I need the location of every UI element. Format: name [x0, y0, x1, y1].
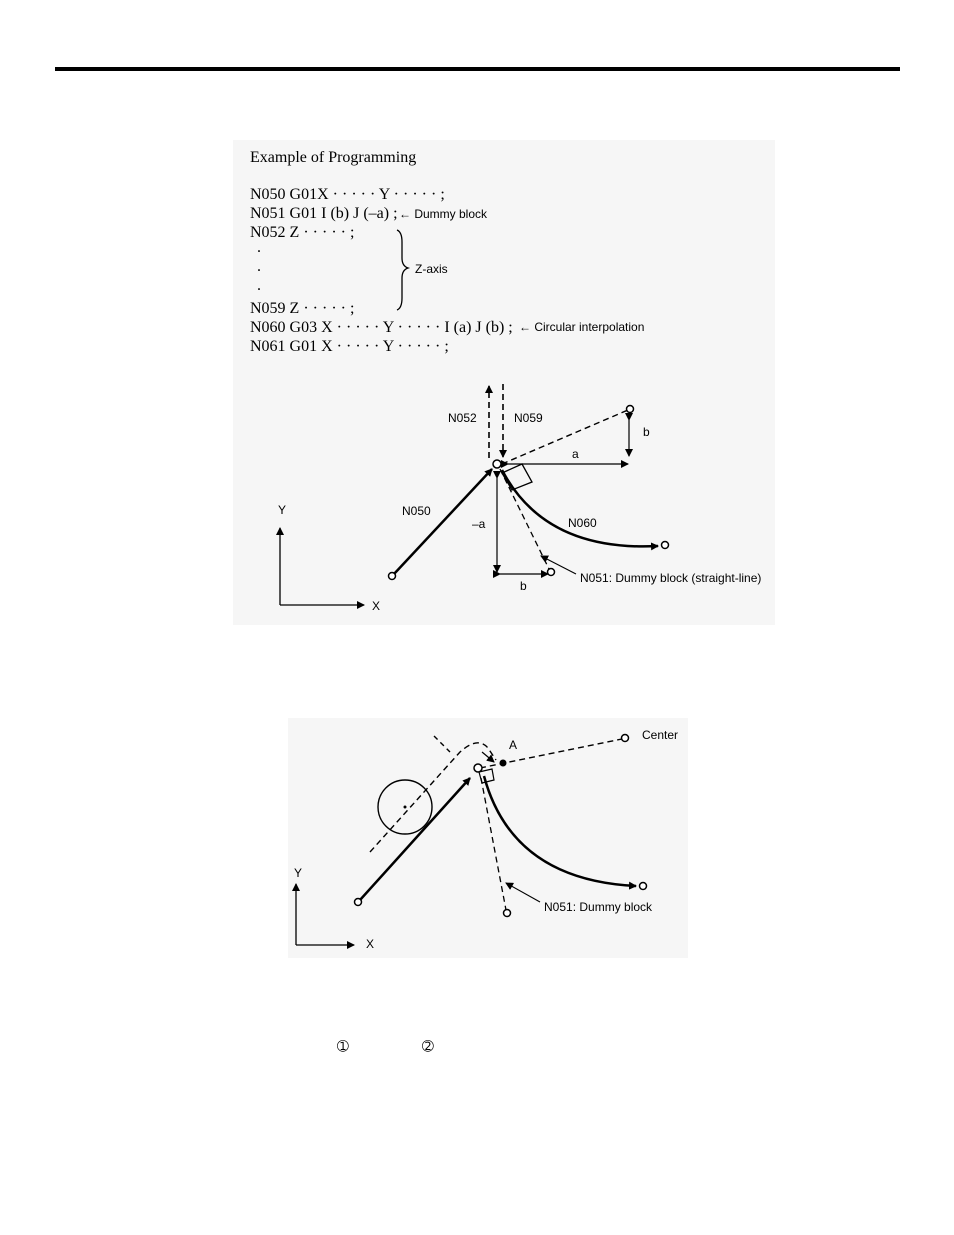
program-line-n061: N061 G01 X · · · · · Y · · · · · ; [250, 338, 449, 355]
z-axis-brace [397, 230, 408, 310]
dummy-block-note: ← Dummy block [399, 207, 488, 221]
z-axis-label: Z-axis [415, 262, 448, 276]
b-horizontal-label: b [520, 579, 527, 593]
dummy-block-label: N051: Dummy block [544, 900, 653, 914]
n051-dummy-path [500, 469, 549, 569]
b-vertical-label: b [643, 425, 650, 439]
minus-a-label: –a [472, 517, 486, 531]
n050-start-point [389, 573, 396, 580]
figure2-diagram [294, 728, 678, 951]
tool-point [493, 460, 501, 468]
n060-end-point [662, 542, 669, 549]
example-heading: Example of Programming [250, 149, 417, 166]
tool-path-approach [434, 736, 450, 752]
n051-dummy-path [481, 778, 506, 910]
point-a [500, 760, 507, 767]
n060-arc [502, 470, 658, 546]
program-line-n060: N060 G03 X · · · · · Y · · · · · I (a) J (b) ; [250, 319, 513, 336]
center-point [622, 735, 629, 742]
circled-number-2: ➁ [422, 1039, 434, 1055]
arc-center-point [627, 406, 634, 413]
a-point-label: A [509, 738, 518, 752]
a-label: a [572, 447, 579, 461]
x-axis-label: X [372, 599, 381, 613]
arc-end-point [640, 883, 647, 890]
tool-center-path [370, 743, 496, 852]
dummy-end-point [548, 569, 555, 576]
program-dot-1: . [257, 239, 261, 256]
program-dot-2: . [257, 258, 261, 275]
figure1-diagram [278, 384, 761, 613]
dummy-block-label: N051: Dummy block (straight-line) [580, 571, 762, 585]
circular-interpolation-note: ← Circular interpolation [519, 320, 645, 334]
n059-label: N059 [514, 411, 543, 425]
center-label: Center [642, 728, 679, 742]
circled-number-1: ➀ [337, 1039, 349, 1055]
dummy-label-leader [541, 556, 576, 574]
dummy-end-point [504, 910, 511, 917]
program-line-n052: N052 Z · · · · · ; [250, 224, 355, 241]
tool-point [474, 764, 482, 772]
main-start-point [355, 899, 362, 906]
y-axis-label: Y [278, 503, 287, 517]
main-linear-path [360, 778, 470, 900]
n060-label: N060 [568, 516, 597, 530]
x-axis-label: X [366, 937, 375, 951]
n050-label: N050 [402, 504, 431, 518]
dummy-label-leader [506, 883, 540, 902]
program-line-n050: N050 G01X · · · · · Y · · · · · ; [250, 186, 445, 203]
program-dot-3: . [257, 277, 261, 294]
program-line-n051: N051 G01 I (b) J (–a) ; [250, 205, 398, 222]
program-line-n059: N059 Z · · · · · ; [250, 300, 355, 317]
y-axis-label: Y [294, 866, 303, 880]
n052-label: N052 [448, 411, 477, 425]
tool-circle-center [404, 806, 407, 809]
circular-arc [484, 776, 636, 886]
